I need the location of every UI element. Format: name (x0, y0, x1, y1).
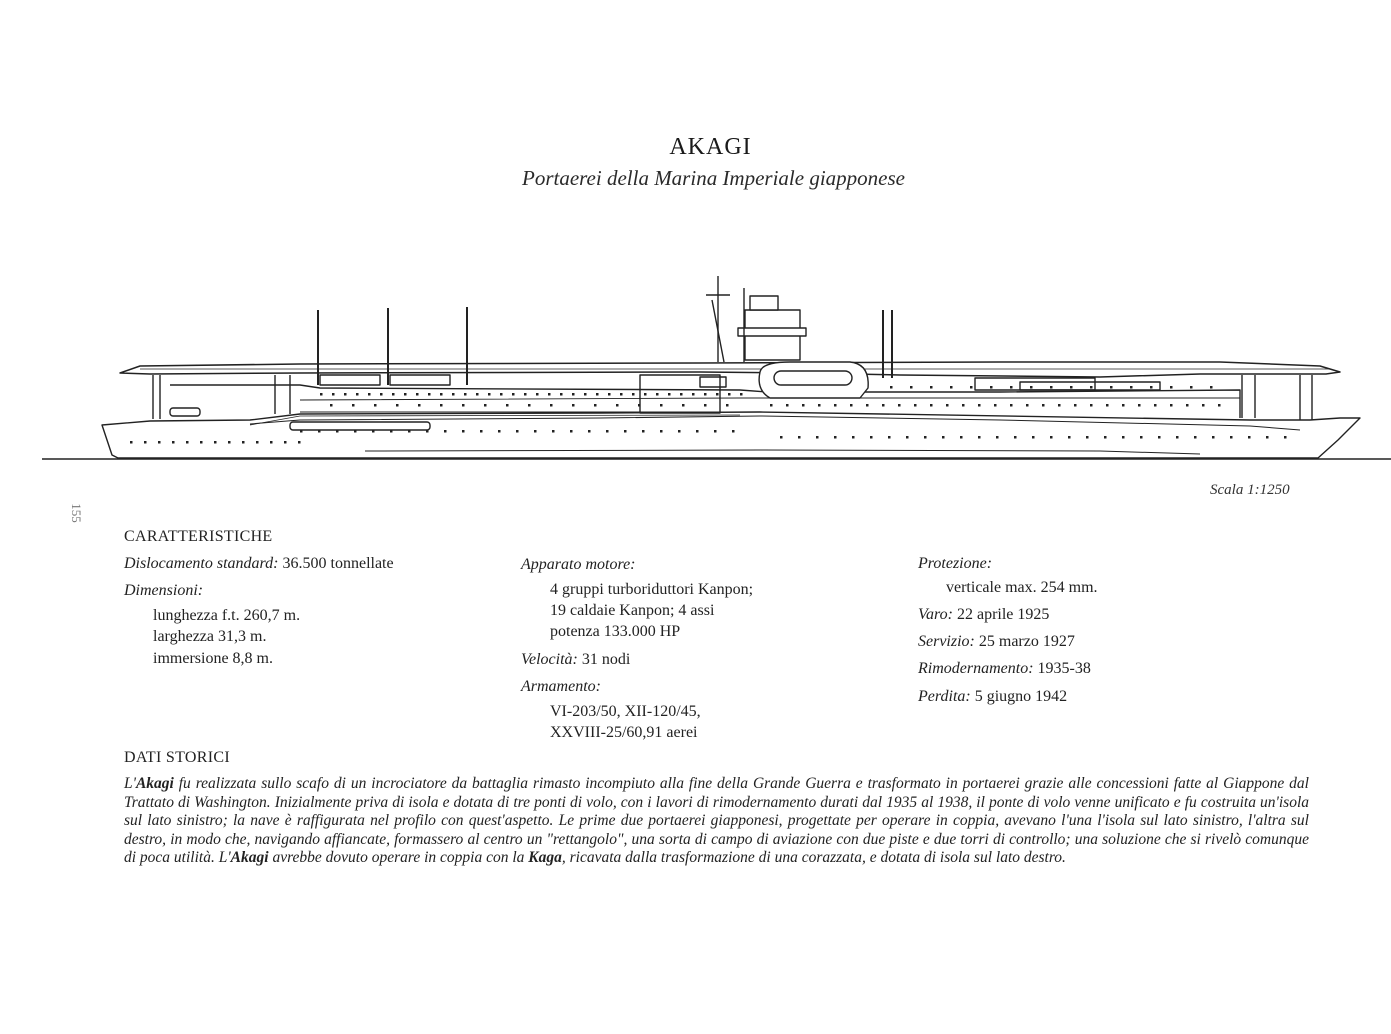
dimension-beam: larghezza 31,3 m. (153, 628, 267, 645)
armament-label: Armamento: (521, 678, 601, 695)
history-ship-name-1: Akagi (135, 775, 174, 792)
armament-line-1: VI-203/50, XII-120/45, (550, 703, 701, 720)
dimensions-label: Dimensioni: (124, 582, 204, 599)
displacement-value: 36.500 tonnellate (282, 555, 394, 572)
page-subtitle: Portaerei della Marina Imperiale giapponese (522, 166, 905, 190)
dimension-length: lunghezza f.t. 260,7 m. (153, 607, 301, 624)
dimension-draught: immersione 8,8 m. (153, 650, 273, 667)
machinery-row (521, 556, 636, 574)
history-paragraph (124, 775, 1309, 868)
scale-label: Scala 1:1250 (1210, 482, 1290, 498)
machinery-line-3: potenza 133.000 HP (550, 623, 681, 640)
service-value: 25 marzo 1927 (978, 633, 1075, 650)
refit-label: Rimodernamento: (918, 660, 1034, 677)
displacement-label: Dislocamento standard: (124, 555, 279, 572)
loss-value: 5 giugno 1942 (974, 688, 1068, 705)
loss-label: Perdita: (918, 688, 971, 705)
history-heading: DATI STORICI (124, 749, 230, 766)
dimensions-row (124, 582, 203, 600)
protection-label: Protezione: (918, 555, 993, 572)
armament-row (521, 678, 601, 696)
protection-value: verticale max. 254 mm. (946, 579, 1098, 596)
launch-value: 22 aprile 1925 (956, 606, 1050, 623)
service-row (918, 633, 1075, 651)
refit-value: 1935-38 (1037, 660, 1091, 677)
history-text-1: L' (124, 775, 136, 792)
machinery-line-2: 19 caldaie Kanpon; 4 assi (550, 602, 715, 619)
characteristics-heading: CARATTERISTICHE (124, 528, 273, 545)
displacement-row (124, 555, 394, 573)
speed-value: 31 nodi (581, 651, 631, 668)
protection-row (918, 555, 992, 573)
history-text-4: , ricavata dalla trasformazione di una corazzata, e dotata di isola sul lato destro. (561, 849, 1066, 867)
history-text-3: avrebbe dovuto operare in coppia con la (268, 849, 529, 867)
ship-profile-drawing (0, 268, 1391, 468)
speed-row (521, 651, 630, 669)
page-title: AKAGI (669, 134, 752, 160)
loss-row (918, 688, 1067, 706)
launch-row (918, 606, 1049, 624)
history-ship-name-2: Akagi (230, 849, 269, 867)
page-number: 155 (68, 503, 84, 523)
history-ship-name-kaga: Kaga (528, 849, 562, 867)
refit-row (918, 660, 1091, 678)
history-text-2: fu realizzata sullo scafo di un incrociatore da battaglia rimasto incompiuto alla fine della Grande Guerra e trasformato in portaerei grazie alle concessioni fatte al Giappone dal Trattato di Washington. Inizialmente priva di isola e dotata di tre ponti di volo, con i lavori di rimodernamento durati dal 1935 al 1938, il ponte di volo venne unificato e fu costruita un'isola sul lato sinistro; la nave è raffigurata nel profilo con quest'aspetto. Le prime due portaerei giapponesi, progettate per operare in coppia, avevano l'una l'isola sul lato sinistro, l'altra sul destro, in modo che, navigando affiancate, formassero al centro un "rettangolo", una sorta di campo di aviazione con due piste e due torri di controllo; una soluzione che si rivelò comunque di poca utilità. L' (124, 775, 1309, 867)
machinery-line-1: 4 gruppi turboriduttori Kanpon; (550, 581, 754, 598)
machinery-label: Apparato motore: (521, 556, 636, 573)
service-label: Servizio: (918, 633, 975, 650)
speed-label: Velocità: (521, 651, 578, 668)
launch-label: Varo: (918, 606, 953, 623)
armament-line-2: XXVIII-25/60,91 aerei (550, 724, 698, 741)
